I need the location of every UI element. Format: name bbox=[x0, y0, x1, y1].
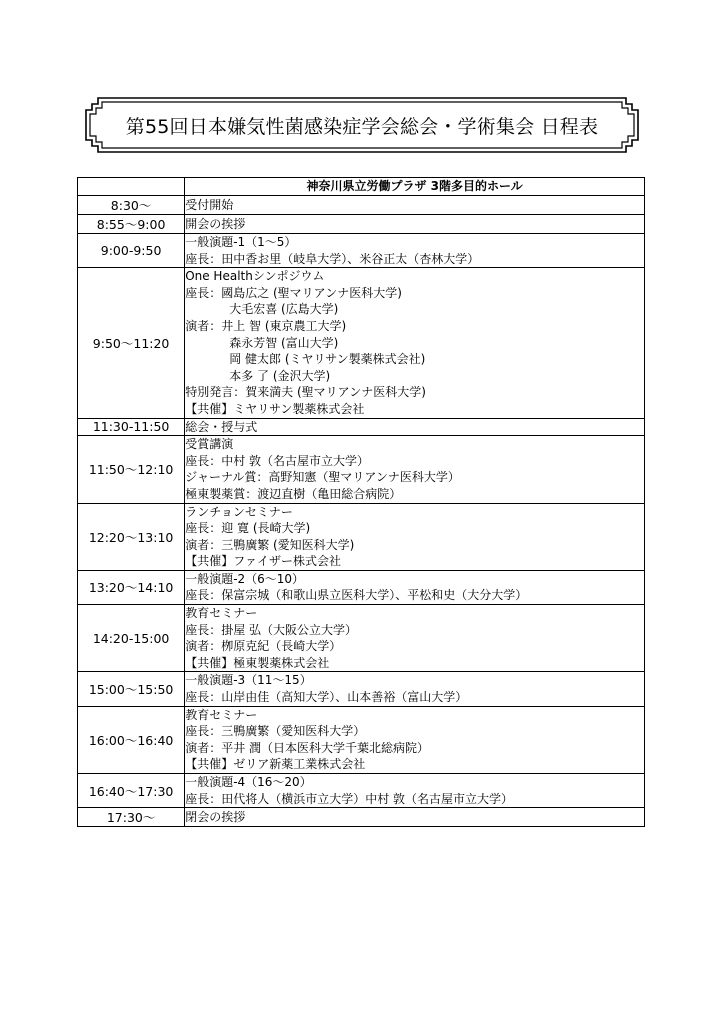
session-row bbox=[78, 706, 645, 773]
session-row bbox=[78, 774, 645, 808]
title-frame bbox=[84, 96, 640, 154]
session-program bbox=[185, 436, 645, 503]
program-line: 教育セミナー bbox=[185, 707, 258, 722]
program-line: 座長：中村 敦（名古屋市立大学） bbox=[185, 453, 370, 468]
session-row bbox=[78, 215, 645, 234]
session-time: 16:00～16:40 bbox=[78, 706, 185, 773]
program-line: 受付開始 bbox=[185, 197, 234, 212]
program-line: 特別発言：賀来満夫 (聖マリアンナ医科大学) bbox=[185, 385, 426, 400]
program-line: 座長：三鴨廣繁（愛知医科大学） bbox=[185, 724, 366, 739]
program-line: 受賞講演 bbox=[185, 437, 234, 452]
session-program bbox=[185, 215, 645, 234]
program-line: 座長：山岸由佳（高知大学）、山本善裕（富山大学） bbox=[185, 690, 468, 705]
program-line: ジャーナル賞：高野知憲（聖マリアンナ医科大学） bbox=[185, 470, 460, 485]
program-line: 座長：國島広之 (聖マリアンナ医科大学) bbox=[185, 285, 402, 300]
session-row bbox=[78, 605, 645, 672]
program-line: 座長：迎 寛 (長崎大学) bbox=[185, 521, 311, 536]
session-row bbox=[78, 436, 645, 503]
session-program bbox=[185, 706, 645, 773]
program-line: 一般演題-2（6～10） bbox=[185, 571, 305, 586]
program-line: 【共催】極東製薬株式会社 bbox=[185, 655, 330, 670]
session-time: 13:20～14:10 bbox=[78, 570, 185, 604]
program-line: 【共催】ファイザー株式会社 bbox=[185, 554, 341, 569]
program-line: 教育セミナー bbox=[185, 606, 258, 621]
session-time: 16:40～17:30 bbox=[78, 774, 185, 808]
program-line: 岡 健太郎 (ミヤリサン製薬株式会社) bbox=[229, 352, 426, 367]
session-time: 8:55～9:00 bbox=[78, 215, 185, 234]
program-line: 座長：田中香お里（岐阜大学）、米谷正太（杏林大学） bbox=[185, 251, 480, 266]
program-line: 【共催】ミヤリサン製薬株式会社 bbox=[185, 401, 365, 416]
session-time: 8:30～ bbox=[78, 196, 185, 215]
page-title: 第55回日本嫌気性菌感染症学会総会・学術集会 日程表 bbox=[125, 115, 599, 138]
session-program bbox=[185, 196, 645, 215]
session-program bbox=[185, 234, 645, 268]
session-time: 9:00-9:50 bbox=[78, 234, 185, 268]
program-line: 一般演題-3（11～15） bbox=[185, 673, 312, 688]
program-line: 大毛宏喜 (広島大学) bbox=[229, 302, 339, 317]
session-time: 12:20～13:10 bbox=[78, 503, 185, 570]
session-time: 11:50～12:10 bbox=[78, 436, 185, 503]
session-program bbox=[185, 672, 645, 706]
session-program bbox=[185, 503, 645, 570]
session-program bbox=[185, 774, 645, 808]
session-row bbox=[78, 570, 645, 604]
program-line: 座長：保富宗城（和歌山県立医科大学）、平松和史（大分大学） bbox=[185, 588, 528, 603]
program-line: 演者：栁原克紀（長崎大学） bbox=[185, 639, 342, 654]
schedule-table bbox=[77, 177, 645, 827]
time-header-cell bbox=[78, 178, 185, 196]
session-time: 14:20-15:00 bbox=[78, 605, 185, 672]
program-line: 一般演題-4（16～20） bbox=[185, 775, 312, 789]
program-line: 本多 了 (金沢大学) bbox=[229, 368, 331, 383]
program-line: 座長：掛屋 弘（大阪公立大学） bbox=[185, 622, 358, 637]
program-line: 一般演題-1（1～5） bbox=[185, 235, 297, 249]
session-row bbox=[78, 196, 645, 215]
session-time: 15:00～15:50 bbox=[78, 672, 185, 706]
session-row bbox=[78, 808, 645, 827]
program-line: 極東製薬賞：渡辺直樹（亀田総合病院） bbox=[185, 486, 402, 501]
schedule-body bbox=[78, 196, 645, 827]
venue-header-row bbox=[78, 178, 645, 196]
program-line: 演者：井上 智 (東京農工大学) bbox=[185, 318, 347, 333]
session-time: 11:30-11:50 bbox=[78, 418, 185, 436]
session-row bbox=[78, 418, 645, 436]
session-program bbox=[185, 418, 645, 436]
program-line: 開会の挨拶 bbox=[185, 216, 246, 231]
session-program bbox=[185, 268, 645, 418]
program-line: 【共催】ゼリア新薬工業株式会社 bbox=[185, 757, 366, 772]
program-line: 総会・授与式 bbox=[185, 419, 258, 434]
session-program bbox=[185, 808, 645, 827]
venue-header: 神奈川県立労働プラザ 3階多目的ホール bbox=[185, 178, 645, 196]
session-row bbox=[78, 234, 645, 268]
program-line: One Healthシンポジウム bbox=[185, 269, 325, 284]
session-time: 17:30～ bbox=[78, 808, 185, 827]
program-line: ランチョンセミナー bbox=[185, 504, 293, 519]
program-line: 森永芳智 (富山大学) bbox=[229, 335, 339, 350]
session-row bbox=[78, 268, 645, 418]
session-row bbox=[78, 503, 645, 570]
program-line: 座長：田代将人（横浜市立大学）中村 敦（名古屋市立大学） bbox=[185, 791, 514, 806]
session-time: 9:50～11:20 bbox=[78, 268, 185, 418]
session-program bbox=[185, 605, 645, 672]
session-program bbox=[185, 570, 645, 604]
session-row bbox=[78, 672, 645, 706]
program-line: 演者：平井 潤（日本医科大学千葉北総病院） bbox=[185, 740, 430, 755]
program-line: 閉会の挨拶 bbox=[185, 809, 246, 824]
program-line: 演者：三鴨廣繁 (愛知医科大学) bbox=[185, 537, 355, 552]
